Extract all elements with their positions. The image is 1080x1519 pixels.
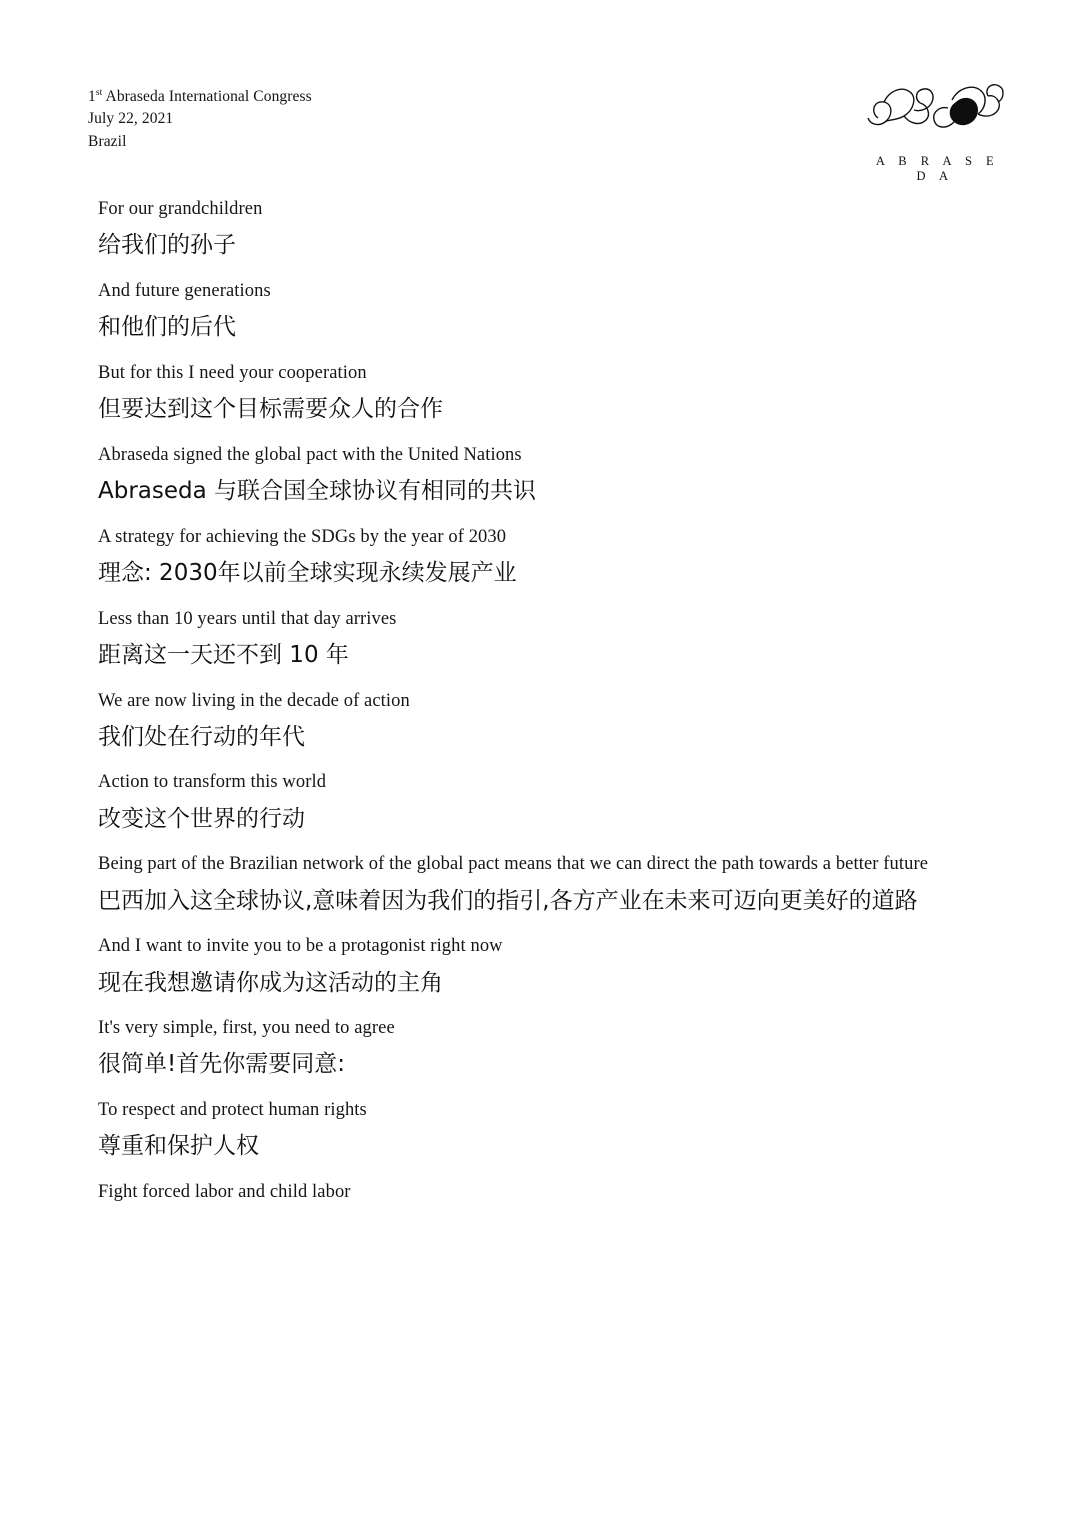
text-pair [98, 524, 963, 590]
text-pair [98, 196, 963, 262]
line-english: Abraseda signed the global pact with the United Nations [98, 444, 522, 465]
line-chinese: 理念: 2030年以前全球实现永续发展产业 [98, 559, 517, 586]
line-chinese: 距离这一天还不到 10 年 [98, 641, 349, 668]
text-pair [98, 769, 963, 835]
header-meta-block [88, 86, 312, 153]
line-english: For our grandchildren [98, 199, 263, 219]
text-pair [98, 442, 963, 508]
congress-ordinal: 1 [88, 88, 96, 105]
congress-ordinal-suffix: st [95, 87, 103, 98]
line-english: It's very simple, first, you need to agree [98, 1018, 395, 1039]
text-pair [98, 1015, 963, 1081]
congress-title-line [88, 86, 312, 108]
congress-title-rest: Abraseda International Congress [102, 88, 312, 105]
line-english: Action to transform this world [98, 772, 327, 793]
line-english: A strategy for achieving the SDGs by the year of 2030 [98, 526, 507, 547]
document-body [98, 196, 963, 1212]
header-country: Brazil [88, 132, 127, 150]
text-pair [98, 851, 963, 917]
line-chinese: 和他们的后代 [98, 314, 236, 341]
line-english: And future generations [98, 280, 271, 301]
line-english: Being part of the Brazilian network of the global pact means that we can direct the path towards a better future [98, 854, 929, 875]
line-english: Less than 10 years until that day arrives [98, 608, 397, 629]
text-pair [98, 278, 963, 344]
line-english: Fight forced labor and child labor [98, 1182, 351, 1203]
line-chinese: 巴西加入这全球协议,意味着因为我们的指引,各方产业在未来可迈向更美好的道路 [98, 887, 918, 914]
line-english: To respect and protect human rights [98, 1100, 367, 1121]
line-chinese: 但要达到这个目标需要众人的合作 [98, 396, 443, 423]
header-date: July 22, 2021 [88, 110, 174, 128]
line-chinese: Abraseda 与联合国全球协议有相同的共识 [98, 478, 537, 505]
text-pair [98, 1097, 963, 1163]
line-chinese: 给我们的孙子 [98, 232, 236, 259]
line-chinese: 很简单!首先你需要同意: [98, 1051, 345, 1078]
text-pair [98, 606, 963, 672]
text-pair [98, 688, 963, 754]
line-english: And I want to invite you to be a protagonist right now [98, 936, 503, 957]
text-pair [98, 1179, 963, 1205]
abraseda-wordmark: A B R A S E D A [875, 154, 1000, 183]
document-header [88, 86, 1010, 184]
line-chinese: 改变这个世界的行动 [98, 805, 305, 832]
line-chinese: 现在我想邀请你成为这活动的主角 [98, 969, 443, 996]
line-english: But for this I need your cooperation [98, 362, 367, 383]
line-chinese: 尊重和保护人权 [98, 1133, 259, 1160]
abraseda-monogram-icon [860, 72, 1010, 150]
line-chinese: 我们处在行动的年代 [98, 723, 305, 750]
text-pair [98, 360, 963, 426]
text-pair [98, 933, 963, 999]
abraseda-logo [860, 72, 1010, 184]
line-english: We are now living in the decade of action [98, 690, 410, 711]
